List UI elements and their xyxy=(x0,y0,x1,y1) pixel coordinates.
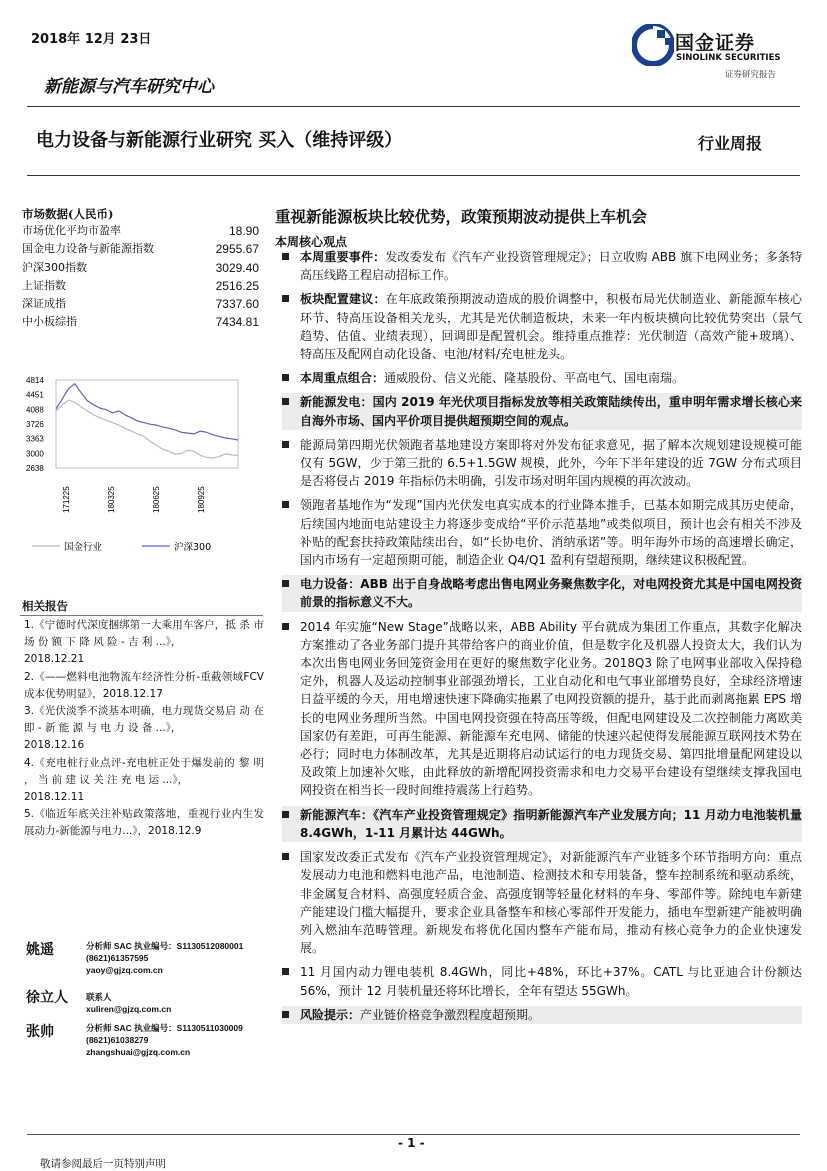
paragraph-lead: 风险提示： xyxy=(300,1007,361,1022)
body-paragraph xyxy=(282,248,802,284)
y-tick-label: 4451 xyxy=(26,390,44,400)
report-title: 电力设备与新能源行业研究 买入（维持评级） xyxy=(36,130,403,151)
logo-chinese-name: 国金证券 xyxy=(675,32,756,54)
analyst-name: 徐立人 xyxy=(26,990,68,1006)
related-reports-heading: 相关报告 xyxy=(22,599,68,613)
bullet-icon xyxy=(282,811,289,818)
market-value: 18.90 xyxy=(228,224,259,238)
market-value: 7434.81 xyxy=(215,315,259,330)
market-value: 2955.67 xyxy=(215,242,259,257)
logo-english-name: SINOLINK SECURITIES xyxy=(676,53,781,63)
market-label: 国金电力设备与新能源指数 xyxy=(22,242,154,256)
page-number: - 1 - xyxy=(398,1136,425,1150)
paragraph-lead: 电力设备：ABB 出于自身战略考虑出售电网业务聚焦数字化，对电网投资尤其是中国电网投资前景的指标意义不大。 xyxy=(300,577,802,610)
paragraph-lead: 板块配置建议： xyxy=(300,292,386,307)
related-report-date: 2018.12.16 xyxy=(24,739,85,752)
market-label: 中小板综指 xyxy=(22,315,77,329)
market-value: 3029.40 xyxy=(215,260,259,275)
market-label: 沪深300指数 xyxy=(22,260,87,274)
body-paragraph xyxy=(282,369,802,387)
x-tick-label: 180325 xyxy=(107,486,116,513)
bullet-icon xyxy=(282,580,289,587)
series-line xyxy=(56,384,238,440)
x-tick-label: 180625 xyxy=(152,486,161,513)
market-value: 7337.60 xyxy=(215,297,259,312)
related-report-title: 4.《充电桩行业点评-充电桩正处于爆发前的 黎 明 ， 当 前 建 议 关 注 充 电 运 ...》， xyxy=(24,756,264,786)
analyst-name: 姚遥 xyxy=(26,942,54,958)
bullet-icon xyxy=(282,253,289,260)
y-tick-label: 3363 xyxy=(26,434,44,444)
x-tick-label: 180925 xyxy=(197,486,206,513)
report-headline: 重视新能源板块比较优势，政策预期波动提供上车机会 xyxy=(275,207,648,226)
body-paragraph xyxy=(282,436,802,491)
paragraph-text: 发改委发布《汽车产业投资管理规定》；日立收购 ABB 旗下电网业务；多条特高压线路工程启动招标工作。 xyxy=(300,250,802,283)
title-divider xyxy=(27,175,800,176)
market-row xyxy=(22,313,259,331)
analyst-email[interactable]: zhangshuai@gjzq.com.cn xyxy=(86,1047,191,1057)
body-paragraph xyxy=(282,848,802,957)
body-paragraph xyxy=(282,393,802,429)
paragraph-text: 2014 年实施“New Stage”战略以来，ABB Ability 平台就成为集团工作重点，其数字化解决方案推动了各业务部门提升其带给客户的商业价值，但是数字化及机器人投资太大，我们认为本次出售电网业务回笼资金用在更好的聚焦数字化业务。2018Q3 除了电网事业部收入保持稳定外，机器人及运动控制事业部强劲增长，工业自动化和电气事业部增势良好，全球经济增速日益平缓的今天，用电增速快速下降确实拖累了电网投资额的提升，基于此而剥离拖累 EPS 增长的电网业务理所当然。中国电网投资强在特高压等级，但配电网建设及二次控制能力离欧美国家仍有差距，可再生能源、新能源车充电网、储能的快速兴起使得发展能源互联网技术势在必行；同时电力体制改革，尤其是近期将启动试运行的电力现货交易、第四批增量配网建设以及政策上加速补欠账，由此释放的新增配网投资需求和电力交易平台建设有望继续支撑我国电网投资在相当长一段时间维持震荡上行趋势。 xyxy=(300,619,802,798)
analyst-email[interactable]: yaoy@gjzq.com.cn xyxy=(86,965,163,975)
main-body xyxy=(282,248,802,1030)
body-paragraph xyxy=(282,618,802,800)
logo-subtitle: 证券研究报告 xyxy=(725,70,777,80)
body-paragraph xyxy=(282,290,802,363)
related-report-title: 1.《宁德时代深度捆绑第一大乘用车客户，抵 杀 市 场 份 额 下 降 风 险 - 吉 利 ...》， xyxy=(24,619,264,649)
y-tick-label: 2638 xyxy=(26,464,44,473)
analyst-name: 张帅 xyxy=(26,1024,54,1040)
legend-label: 沪深300 xyxy=(174,542,212,553)
market-data-heading: 市场数据(人民币) xyxy=(22,207,114,221)
paragraph-text: 能源局第四期光伏领跑者基地建设方案即将对外发布征求意见，据了解本次规划建设规模可能仅有 5GW，少于第三批的 6.5+1.5GW 规模，此外，今年下半年建设的近 7GW 分布式项目是否将侵占 2019 年指标仍未明确，引发市场对明年国内规模的再次波动。 xyxy=(300,437,802,489)
legend-label: 国金行业 xyxy=(64,542,103,553)
paragraph-lead: 新能源发电：国内 2019 年光伏项目指标发放等相关政策陆续传出，重申明年需求增长核心来自海外市场、国内平价项目提供超预期空间的观点。 xyxy=(300,395,802,428)
analyst-role: 联系人 xyxy=(86,992,112,1002)
bullet-icon xyxy=(282,968,289,975)
analyst-phone: (8621)61357595 xyxy=(86,953,149,963)
related-report-date: 2018.12.21 xyxy=(24,653,85,666)
analyst-sac: 分析师 SAC 执业编号：S1130512080001 xyxy=(86,941,244,951)
bullet-icon xyxy=(282,623,289,630)
related-report-item[interactable] xyxy=(24,806,264,840)
paragraph-text: 在年底政策预期波动造成的股价调整中，积极布局光伏制造业、新能源车核心环节、特高压设备相关龙头，尤其是光伏制造板块，未来一年内板块横向比较优势突出（景气趋势、估值、业绩表现），回调即是配置机会。维持重点推荐：光伏制造（高效产能+玻璃）、特高压及配网自动化设备、电池/材料/充电桩龙头。 xyxy=(300,292,802,362)
sinolink-logo-icon xyxy=(632,24,674,66)
market-row xyxy=(22,240,259,258)
paragraph-text: 11 月国内动力锂电装机 8.4GWh，同比+48%，环比+37%。CATL 与比亚迪合计份额达 56%，预计 12 月装机量还将环比增长，全年有望达 55GWh。 xyxy=(300,965,802,998)
x-tick-label: 171225 xyxy=(62,486,71,513)
paragraph-text: 国家发改委正式发布《汽车产业投资管理规定》，对新能源汽车产业链多个环节指明方向：重点发展动力电池和燃料电池产品，电池制造、检测技术和专用装备，整车控制系统和驱动系统，非金属复合材料、高强度轻质合金、高强度钢等轻量化材料的车身、零部件等。除纯电车新建产能建设门槛大幅提升，要求企业具备整车和核心零部件开发能力，插电车型新建产能被明确列入燃油车范畴管理。新规发布将优化国内整车产能布局，推动有核心竞争力的企业快速发展。 xyxy=(300,850,802,956)
related-report-item[interactable] xyxy=(24,669,264,703)
body-paragraph xyxy=(282,1006,802,1024)
analyst-contact xyxy=(86,991,171,1015)
core-views-heading: 本周核心观点 xyxy=(275,235,348,249)
y-tick-label: 3000 xyxy=(26,449,44,459)
y-tick-label: 3726 xyxy=(26,420,44,429)
paragraph-lead: 本周重点组合： xyxy=(300,371,385,386)
footer-divider xyxy=(27,1134,800,1135)
body-paragraph xyxy=(282,575,802,611)
related-report-title: 3.《光伏淡季不淡基本明确，电力现货交易启 动 在 即 - 新 能 源 与 电 力 设 备 ...》， xyxy=(24,705,264,735)
report-type: 行业周报 xyxy=(698,134,763,153)
research-center-name: 新能源与汽车研究中心 xyxy=(44,77,214,97)
market-row xyxy=(22,277,259,295)
analyst-contact xyxy=(86,940,243,976)
market-row xyxy=(22,222,259,240)
body-paragraph xyxy=(282,496,802,569)
body-paragraph xyxy=(282,963,802,999)
market-label: 市场优化平均市盈率 xyxy=(22,224,121,237)
series-line xyxy=(56,400,238,458)
market-label: 上证指数 xyxy=(22,278,66,292)
market-data-table xyxy=(22,222,259,332)
paragraph-text: 通威股份、信义光能、隆基股份、平高电气、国电南瑞。 xyxy=(384,371,685,386)
bullet-icon xyxy=(282,1011,289,1018)
related-report-title: 5.《临近年底关注补贴政策落地，重视行业内生发展动力-新能源与电力...》，2018.12.9 xyxy=(24,808,264,838)
related-divider xyxy=(20,615,263,616)
bullet-icon xyxy=(282,501,289,508)
report-date: 2018年 12月 23日 xyxy=(31,32,152,47)
y-tick-label: 4088 xyxy=(26,405,44,415)
header-divider xyxy=(27,106,800,107)
related-reports-list xyxy=(24,617,264,841)
related-report-title: 2.《——燃料电池物流车经济性分析-重截领域FCV成本优势明显》，2018.12.17 xyxy=(24,670,264,700)
bullet-icon xyxy=(282,374,289,381)
related-report-date: 2018.12.11 xyxy=(24,791,85,804)
bullet-icon xyxy=(282,398,289,405)
market-value: 2516.25 xyxy=(215,278,259,293)
paragraph-text: 产业链价格竞争激烈程度超预期。 xyxy=(360,1007,541,1022)
analyst-sac: 分析师 SAC 执业编号：S1130511030009 xyxy=(86,1023,243,1033)
index-comparison-chart xyxy=(22,372,262,562)
bullet-icon xyxy=(282,441,289,448)
market-row xyxy=(22,295,259,313)
related-report-item[interactable] xyxy=(24,755,264,807)
analyst-phone: (8621)61038279 xyxy=(86,1035,149,1045)
bullet-icon xyxy=(282,853,289,860)
bullet-icon xyxy=(282,295,289,302)
related-report-item[interactable] xyxy=(24,703,264,755)
analyst-contact xyxy=(86,1022,243,1058)
body-paragraph xyxy=(282,806,802,842)
related-report-item[interactable] xyxy=(24,617,264,669)
y-tick-label: 4814 xyxy=(26,376,44,385)
disclaimer-note: 敬请参阅最后一页特别声明 xyxy=(40,1158,166,1170)
market-label: 深证成指 xyxy=(22,297,66,311)
paragraph-lead: 本周重要事件： xyxy=(300,250,386,264)
market-row xyxy=(22,259,259,277)
paragraph-lead: 新能源汽车：《汽车产业投资管理规定》指明新能源汽车产业发展方向；11 月动力电池装机量 8.4GWh，1-11 月累计达 44GWh。 xyxy=(300,807,802,840)
analyst-email[interactable]: xuliren@gjzq.com.cn xyxy=(86,1004,172,1014)
paragraph-text: 领跑者基地作为“发现”国内光伏发电真实成本的行业降本推手，已基本如期完成其历史使命，后续国内地面电站建设主力将逐步变成给“平价示范基地”或类似项目，预计也会有相关不涉及补贴的配套扶持政策陆续出台，如“长协电价、消纳承诺”等。明年海外市场的高速增长确定，国内市场有一定超预期可能，制造企业 Q4/Q1 盈利有望超预期，继续建议积极配置。 xyxy=(300,498,802,568)
